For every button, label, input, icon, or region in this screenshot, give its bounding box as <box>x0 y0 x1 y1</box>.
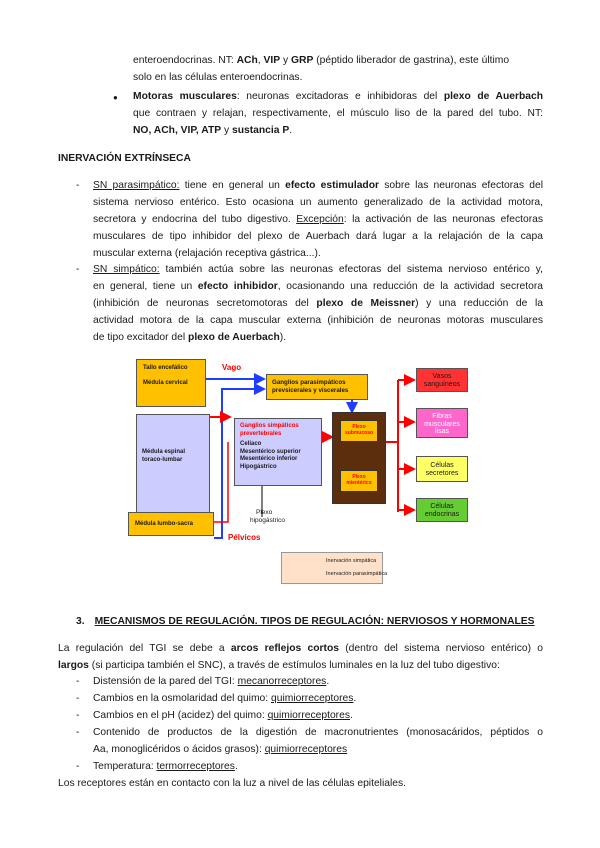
para1-line-2: sistema nervioso entérico. Esto ocasiona un aumento generalizado de la actividad motora, <box>93 197 543 208</box>
bullet-line-1: Motoras musculares: neuronas excitadoras e inhibidoras del plexo de Auerbach <box>133 91 543 102</box>
dash: - <box>76 727 80 738</box>
section3-para-line-2: largos (si participa también el SNC), a través de estímulos luminales en la luz del tubo digestivo: <box>58 660 500 671</box>
legend-box <box>281 552 383 584</box>
para2-line-1: SN simpático: también actúa sobre las neuronas efectoras del sistema nervioso entérico y, <box>93 264 543 275</box>
receptor-item: Temperatura: termorreceptores. <box>93 761 238 772</box>
legend-simpatica: Inervación simpática <box>326 558 377 564</box>
section3-heading: 3. MECANISMOS DE REGULACIÓN. TIPOS DE REGULACIÓN: NERVIOSOS Y HORMONALES <box>76 616 535 627</box>
box-tallo-encefalico: Tallo encefálico Médula cervical <box>136 359 206 407</box>
box-ganglios-simpaticos: Ganglios simpáticos prevertebrales Celíaco Mesentérico superior Mesentérico inferior Hipogástrico <box>234 418 322 486</box>
top-line-1: enteroendocrinas. NT: ACh, VIP y GRP (péptido liberador de gastrina), este último <box>133 55 510 66</box>
box-plexo-submucoso: Plexo submucoso <box>340 420 378 442</box>
box-celulas-secretores: Células secretores <box>416 456 468 482</box>
dash: - <box>76 761 80 772</box>
dash: - <box>76 264 80 275</box>
section3-final: Los receptores están en contacto con la luz a nivel de las células epiteliales. <box>58 778 407 789</box>
box-medula-espinal: Médula espinal toraco-lumbar <box>136 414 210 516</box>
receptor-item: Cambios en la osmolaridad del quimo: quimiorreceptores. <box>93 693 357 704</box>
para1-line-4: musculares de tipo inhibidor del plexo de Auerbach dará lugar a la relajación de la capa <box>93 231 543 242</box>
para1-line-3: secretora y endocrina del tubo digestivo. Excepción: la activación de las neuronas efectoras <box>93 214 543 225</box>
para2-line-4: actividad motora de la capa muscular externa (inhibición de neuronas motoras musculares <box>93 315 543 326</box>
receptor-item: Distensión de la pared del TGI: mecanorreceptores. <box>93 676 330 687</box>
receptor-item: Contenido de productos de la digestión de macronutrientes (monosacáridos, péptidos o <box>93 727 543 738</box>
innervation-diagram <box>136 352 476 590</box>
box-plexo-mienterico: Plexo mientérico <box>340 470 378 492</box>
dash: - <box>76 710 80 721</box>
box-ganglios-parasimpaticos: Ganglios parasimpáticos prevsicerales y viscerales <box>266 374 368 400</box>
bullet-line-2: que contraen y relajan, respectivamente, el músculo liso de la pared del tubo. NT: <box>133 108 543 119</box>
para1-line-1: SN parasimpático: tiene en general un efecto estimulador sobre las neuronas efectoras del <box>93 180 544 191</box>
box-celulas-endocrinas: Células endocrinas <box>416 498 468 522</box>
receptor-item: Cambios en el pH (acidez) del quimo: quimiorreceptores. <box>93 710 353 721</box>
box-fibras-musculares: Fibras musculares lisas <box>416 408 468 438</box>
para1-line-5: muscular externa (relajación receptiva gástrica...). <box>93 248 321 259</box>
bullet-line-3: NO, ACh, VIP, ATP y sustancia P. <box>133 125 293 136</box>
para2-line-2: en general, tiene un efecto inhibidor, ocasionando una reducción de la actividad secretora <box>93 281 544 292</box>
simp-arrow-2 <box>210 442 228 522</box>
para2-line-5: de tipo excitador del plexo de Auerbach). <box>93 332 287 343</box>
dash: - <box>76 180 80 191</box>
box-vasos-sanguineos: Vasos sanguíneos <box>416 368 468 392</box>
bullet-dot: ● <box>113 93 118 102</box>
top-line-2: solo en las células enteroendocrinas. <box>133 72 303 83</box>
section3-para-line-1: La regulación del TGI se debe a arcos reflejos cortos (dentro del sistema nervioso entérico) o <box>58 643 544 654</box>
plexo-to-targets <box>386 380 398 512</box>
label-plexo-hipogastrico: Plexo hipogástrico <box>250 509 286 524</box>
section-title-extrinseca: INERVACIÓN EXTRÍNSECA <box>58 153 191 164</box>
dash: - <box>76 693 80 704</box>
dash: - <box>76 676 80 687</box>
receptor-item-cont: Aa, monoglicéridos o ácidos grasos): quimiorreceptores <box>93 744 348 755</box>
para2-line-3: (inhibición de neuronas secretomotoras del plexo de Meissner) y una reducción de la <box>93 298 543 309</box>
box-medula-lumbo-sacra: Médula lumbo-sacra <box>128 512 214 536</box>
label-vago: Vago <box>222 363 242 372</box>
label-pelvicos: Pélvicos <box>228 533 261 542</box>
legend-parasimpatica: Inervación parasimpática <box>326 571 388 577</box>
